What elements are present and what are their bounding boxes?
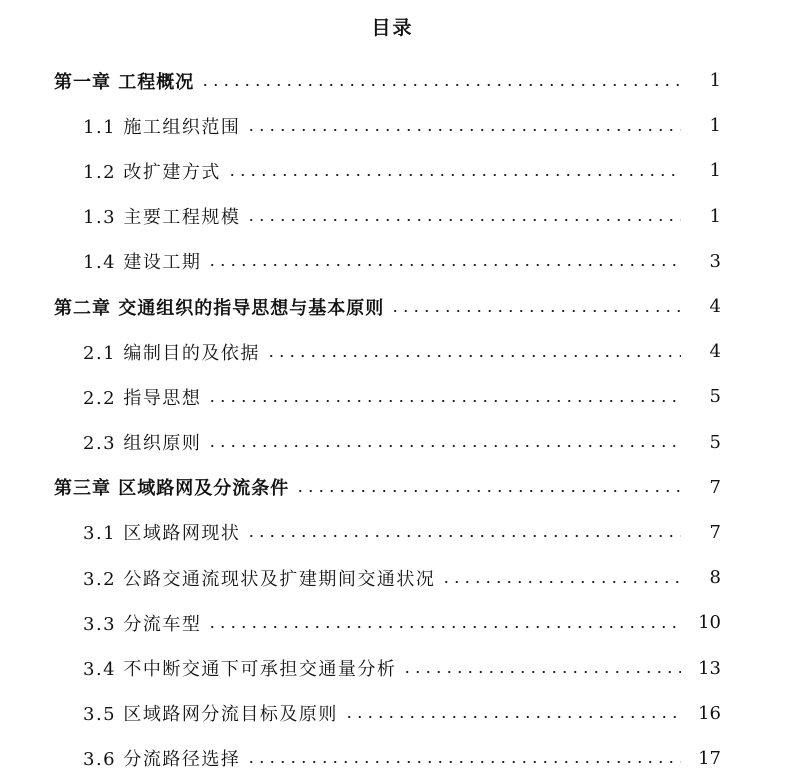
toc-page-number: 3 [709, 250, 721, 272]
toc-entry-label: 3.4 不中断交通下可承担交通量分析 [83, 659, 397, 681]
toc-chapter-entry[interactable] [0, 58, 785, 103]
toc-section-entry[interactable] [0, 420, 785, 465]
toc-page-number: 16 [698, 702, 721, 724]
dot-leader [390, 309, 681, 313]
toc-page-number: 1 [709, 70, 721, 92]
toc-entry-label: 第一章 工程概况 [54, 71, 195, 93]
dot-leader [207, 399, 681, 403]
toc-page-number: 1 [709, 160, 721, 182]
toc-entry-label: 3.2 公路交通流现状及扩建期间交通状况 [83, 568, 436, 590]
toc-entry-label: 第二章 交通组织的指导思想与基本原则 [54, 297, 385, 319]
dot-leader [344, 715, 681, 719]
toc-section-entry[interactable] [0, 736, 785, 781]
toc-chapter-entry[interactable] [0, 465, 785, 510]
toc-section-entry[interactable] [0, 691, 785, 736]
dot-leader [207, 263, 681, 267]
toc-entry-label: 2.3 组织原则 [83, 433, 202, 455]
toc-entry-label: 第三章 区域路网及分流条件 [54, 478, 290, 500]
toc-page-number: 5 [709, 386, 721, 408]
dot-leader [200, 83, 681, 87]
dot-leader [266, 354, 681, 358]
dot-leader [246, 760, 681, 764]
toc-section-entry[interactable] [0, 194, 785, 239]
toc-section-entry[interactable] [0, 239, 785, 284]
dot-leader [441, 580, 681, 584]
toc-title: 目录 [371, 17, 414, 39]
toc-page-number: 8 [709, 567, 721, 589]
toc-list [0, 58, 785, 781]
toc-page-number: 17 [698, 747, 721, 769]
toc-page-number: 4 [709, 296, 721, 318]
toc-section-entry[interactable] [0, 555, 785, 600]
toc-section-entry[interactable] [0, 103, 785, 148]
dot-leader [227, 173, 681, 177]
dot-leader [402, 670, 681, 674]
toc-entry-label: 3.6 分流路径选择 [83, 749, 241, 771]
dot-leader [246, 218, 681, 222]
toc-entry-label: 1.3 主要工程规模 [83, 207, 241, 229]
toc-entry-label: 1.4 建设工期 [83, 252, 202, 274]
toc-page-number: 7 [709, 521, 721, 543]
toc-entry-label: 1.1 施工组织范围 [83, 116, 241, 138]
dot-leader [246, 128, 681, 132]
toc-page-number: 10 [698, 612, 721, 634]
toc-chapter-entry[interactable] [0, 284, 785, 329]
toc-page-number: 5 [709, 431, 721, 453]
toc-section-entry[interactable] [0, 329, 785, 374]
toc-section-entry[interactable] [0, 148, 785, 193]
dot-leader [295, 489, 681, 493]
toc-entry-label: 3.5 区域路网分流目标及原则 [83, 704, 338, 726]
toc-entry-label: 3.3 分流车型 [83, 613, 202, 635]
toc-section-entry[interactable] [0, 600, 785, 645]
toc-entry-label: 3.1 区域路网现状 [83, 523, 241, 545]
toc-entry-label: 2.1 编制目的及依据 [83, 342, 260, 364]
toc-page-number: 7 [709, 476, 721, 498]
toc-page-number: 4 [709, 341, 721, 363]
toc-page-number: 1 [709, 115, 721, 137]
toc-section-entry[interactable] [0, 645, 785, 690]
toc-page-number: 13 [698, 657, 721, 679]
toc-entry-label: 1.2 改扩建方式 [83, 161, 221, 183]
toc-entry-label: 2.2 指导思想 [83, 387, 202, 409]
toc-page-number: 1 [709, 205, 721, 227]
toc-section-entry[interactable] [0, 510, 785, 555]
dot-leader [207, 444, 681, 448]
toc-section-entry[interactable] [0, 374, 785, 419]
dot-leader [246, 534, 681, 538]
dot-leader [207, 625, 681, 629]
